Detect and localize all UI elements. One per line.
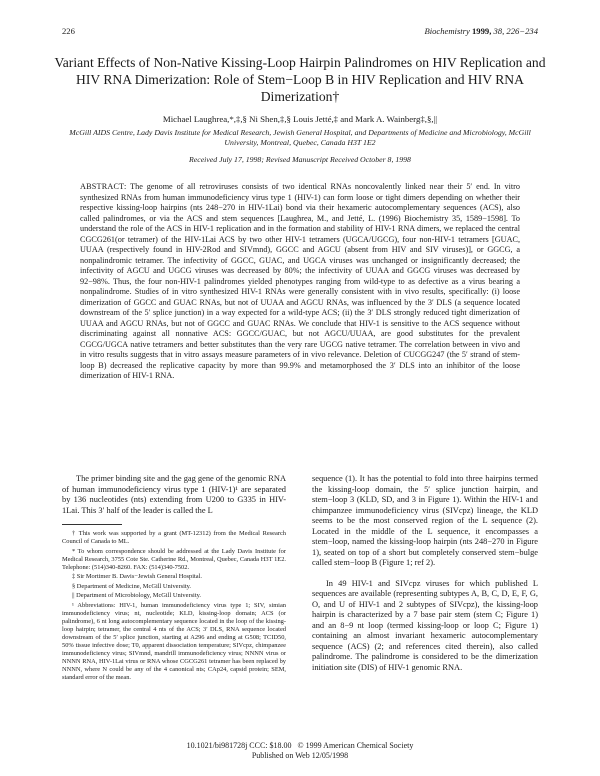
intro-paragraph-right-1: sequence (1). It has the potential to fold into three hairpins termed the kissing-loop domain, the 5′ splice junction hairpin, and stem−loop 3 (KLD, SD, and 3 in Figure 1). Within the HIV-1 and chimpanzee immunodeficiency virus (SIVcpz) lineage, the KLD seems to be the most conserved region of the L sequence (2). Located in the middle of the L sequence, it encompasses a stem−loop, named the kissing-loop hairpin (nts 248−270 in Figure 1), seated on top of a short but completely conserved stem−bulge called stem−loop B (Figure 1; ref 2). [312, 474, 538, 567]
received-dates: Received July 17, 1998; Revised Manuscript Received October 8, 1998 [189, 155, 411, 164]
abstract [80, 182, 520, 382]
left-column [62, 474, 286, 683]
running-header [62, 26, 538, 38]
author-list: Michael Laughrea,*,‡,§ Ni Shen,‡,§ Louis Jetté,‡ and Mark A. Wainberg‡,§,|| [162, 114, 438, 124]
footnote-funding: † This work was supported by a grant (MT-12312) from the Medical Research Council of Canada to ML. [62, 530, 286, 545]
footnote-divider [62, 524, 122, 525]
journal-volume: 38, [493, 26, 505, 36]
doi-copyright-line: 10.1021/bi981728j CCC: $18.00 © 1999 American Chemical Society [186, 741, 414, 750]
journal-pages: 226−234 [506, 26, 538, 36]
footnote-affil-microbiology: || Department of Microbiology, McGill University. [72, 592, 201, 599]
right-column [312, 474, 538, 673]
intro-paragraph-left: The primer binding site and the gag gene of the genomic RNA of human immunodeficiency virus type 1 (HIV-1)¹ are separated by 136 nucleotides (nts) extending from U200 to G335 in HIV-1Lai. This 3′ half of the leader is called the L [62, 474, 286, 515]
footnote-abbreviations: ¹ Abbreviations: HIV-1, human immunodeficiency virus type 1; SIV, simian immunodeficiency virus; nt, nucleotide; KLD, kissing-loop domain; ACS (or palindrome), 6 nt long autocomplementary sequence located in the loop of the kissing-loop hairpin; tetramer, the central 4 nts of the ACS; 3′ DLS, RNA sequence located downstream of the 5′ splice junction, starting at A296 and ending at G508; TCID50, 50% tissue infective dose; T0, apparent dissociation temperature; SIVcpz, chimpanzee immunodeficiency virus; SIVmnd, mandrill immunodeficiency virus; NNNN virus or NNNN RNA, HIV-1Lai virus or RNA whose CGCG261 tetramer has been replaced by NNNN, where N could be any of the 4 canonical nts; CAp24, capsid protein; SEM, standard error of the mean. [62, 601, 286, 681]
page-number: 226 [62, 26, 75, 36]
journal-citation [424, 26, 538, 36]
journal-year: 1999, [472, 26, 492, 36]
journal-name: Biochemistry [424, 26, 470, 36]
page-footer [60, 741, 540, 761]
footnote-affil-medicine: § Department of Medicine, McGill University. [72, 582, 192, 590]
article-title: Variant Effects of Non-Native Kissing-Loop Hairpin Palindromes on HIV Replication and HIV RNA Dimerization: Role of Stem−Loop B in HIV Replication and HIV RNA Dimerization† [54, 55, 546, 104]
abstract-label: ABSTRACT: [80, 182, 127, 191]
intro-paragraph-right-2: In 49 HIV-1 and SIVcpz viruses for which published L sequences are available (representing subtypes A, B, C, D, E, F, G, O, and U of HIV-1 and 2 subtypes of SIVcpz), the kissing-loop hairpin is characterized by a 7 base pair stem (stem C; Figure 1) and an 8−9 nt loop (termed kissing-loop or loop C; Figure 1) containing an almost invariant hexameric autocomplementary sequence (ACS) (2; and references cited therein), also called palindrome. The palindrome is considered to be the dimerization initiation site (DIS) of HIV-1 genomic RNA. [312, 578, 538, 672]
abstract-text: The genome of all retroviruses consists of two identical RNAs noncovalently linked near their 5′ end. In vitro synthesized RNAs from human immunodeficiency virus type 1 (HIV-1) can form loose or tight dimers depending on whether their respective kissing-loop hairpins (nts 248−270 in HIV-1Lai) bond via their hexameric autocomplementary sequences (ACS), also called palindromes, or via the ACS and stem sequences [Laughrea, M., and Jetté, L. (1996) Biochemistry 35, 1589−1598]. To understand the role of the ACS in HIV-1 replication and in the formation and stability of HIV-1 RNA dimers, we replaced the central CGCG261(or tetramer) of the HIV-1Lai ACS by two other HIV-1 tetramers (UGCA/UGCG), four non-HIV-1 tetramers [GUAC, UUAA (respectively found in HIV-2Rod and SIVmnd), GGCC and AGCU (absent from HIV and SIV viruses)], or GGCG, a nonpalindromic tetramer. The infectivity of GGCC, GUAC, and UGCA viruses was unchanged or insignificantly decreased; the infectivity of AGCU and UGCG viruses was decreased by 80%; the infectivity of UUAA and GGCG viruses was decreased by 92−98%. Thus, the four non-HIV-1 palindromes yielded phenotypes ranging from wild-type to as defective as a virus bearing a nonpalindrome. Studies of in vitro synthesized HIV-1 RNAs were generally consistent with in vivo results, specifically: (i) loose dimerization of GGCC and GUAC RNAs, but not of UUAA and AGCU RNAs, was influenced by the 3′ DLS (a sequence located downstream of the 5′ splice junction) in a way expected for a wild-type ACS; (ii) the 3′ DLS strongly reduced tight dimerization of UUAA and AGCU RNAs, but not of GGCC and GUAC RNAs. We conclude that HIV-1 is sensitive to the ACS sequence without discriminating against all nonnative ACS: GGCC/GUAC, but not AGCU/UUAA, are good substitutes for the prevalent CGCG/UGCA native tetramers and better substitutes than the very rare UGCG native tetramer. The correlation between in vivo and in vitro results suggests that in vitro assays measure parameters of in vivo relevance. Deletion of CUCGG247 (the 5′ strand of stem-loop B) decreased the replicative capacity by more than 99.9% and metamorphosed the 3′ DLS into an inhibitor of the loose dimerization of HIV-1 RNA. [80, 182, 520, 380]
footnote-affil-hospital: ‡ Sir Mortimer B. Davis−Jewish General Hospital. [72, 573, 202, 580]
published-date: Published on Web 12/05/1998 [251, 751, 349, 760]
footnote-correspondence: * To whom correspondence should be addressed at the Lady Davis Institute for Medical Research, 3755 Cote Ste. Catherine Rd., Montreal, Quebec, Canada H3T 1E2. Telephone: (514)340-8260. FAX: (514)340-7502. [62, 547, 286, 571]
affiliation: McGill AIDS Centre, Lady Davis Institute for Medical Research, Jewish General Hospital, and Departments of Medicine and Microbiology, McGill University, Montreal, Quebec, Canada H3T 1E2 [69, 128, 531, 148]
